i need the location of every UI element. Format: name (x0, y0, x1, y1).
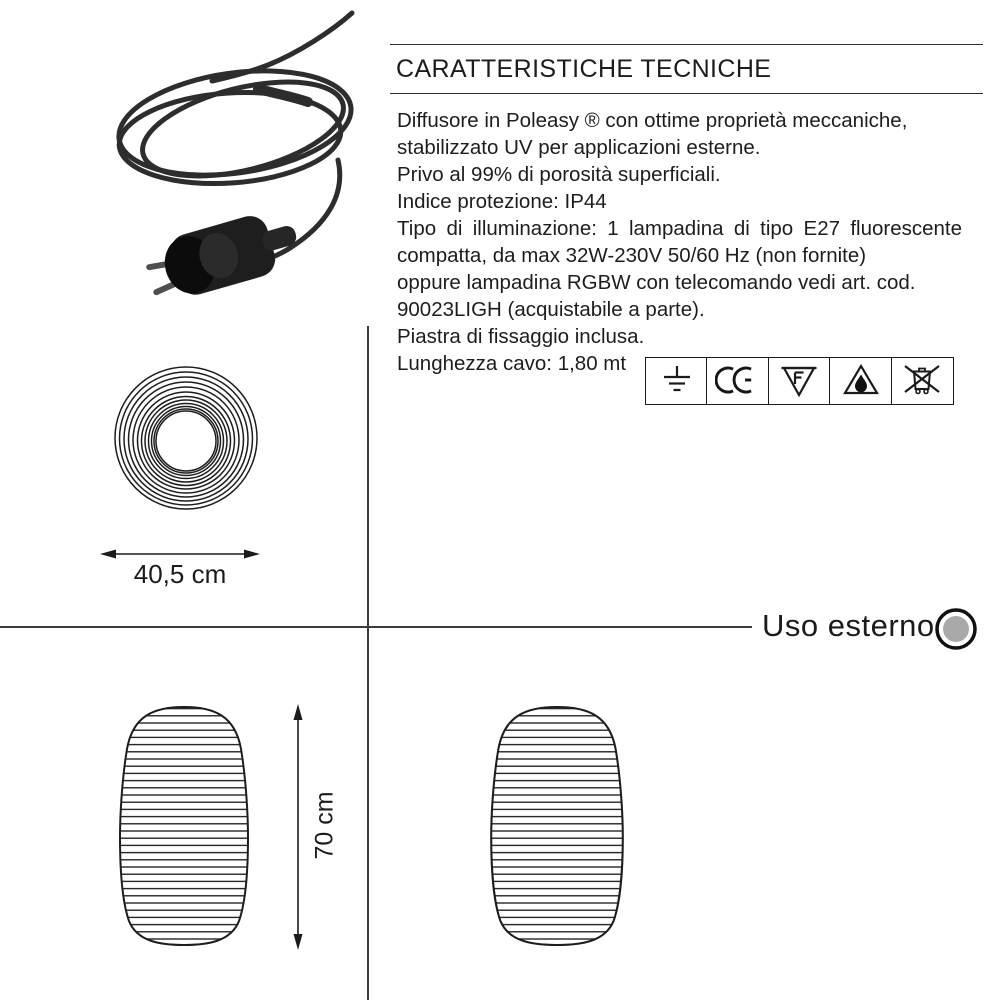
spec-line: Privo al 99% di porosità superficiali. (397, 163, 721, 186)
diameter-label: 40,5 cm (133, 559, 227, 589)
height-label: 70 cm (310, 791, 339, 860)
spec-line: Indice protezione: IP44 (397, 190, 607, 213)
spec-line: stabilizzato UV per applicazioni esterne. (397, 136, 761, 159)
page-title: CARATTERISTICHE TECNICHE (396, 55, 772, 83)
earth-ground-icon (654, 361, 700, 401)
ce-mark-icon (715, 361, 761, 401)
cert-cell-weee (891, 357, 954, 405)
cert-cell-earth (645, 357, 708, 405)
section-header (390, 44, 983, 94)
spec-line: compatta, da max 32W-230V 50/60 Hz (non fornite) (397, 244, 867, 267)
power-cord-photo (80, 5, 375, 305)
lamp-front-left (113, 705, 255, 947)
outdoor-use-icon (932, 606, 980, 652)
usage-label: Uso esterno (762, 608, 935, 643)
cert-cell-drop (829, 357, 892, 405)
weee-crossed-bin-icon (899, 361, 945, 401)
spec-line: 90023LIGH (acquistabile a parte). (397, 298, 705, 321)
certifications-strip (645, 357, 954, 405)
specs-text (397, 107, 962, 377)
cert-cell-f (768, 357, 831, 405)
spec-line: Lunghezza cavo: 1,80 mt (397, 352, 627, 375)
spec-line: oppure lampadina RGBW con telecomando vedi art. cod. (397, 271, 916, 294)
water-drop-triangle-icon (838, 361, 884, 401)
divider-horizontal (0, 626, 752, 628)
spec-line: Tipo di illuminazione: 1 lampadina di tipo E27 fluorescente (397, 217, 962, 240)
lamp-front-right (484, 705, 630, 947)
spec-line: Diffusore in Poleasy ® con ottime proprietà meccaniche, (397, 109, 908, 132)
cert-cell-ce (706, 357, 769, 405)
f-flammable-surface-icon (776, 361, 822, 401)
height-arrow (288, 702, 308, 952)
spec-line: Piastra di fissaggio inclusa. (397, 325, 645, 348)
lamp-top-view (112, 363, 262, 517)
divider-vertical (367, 326, 369, 1000)
